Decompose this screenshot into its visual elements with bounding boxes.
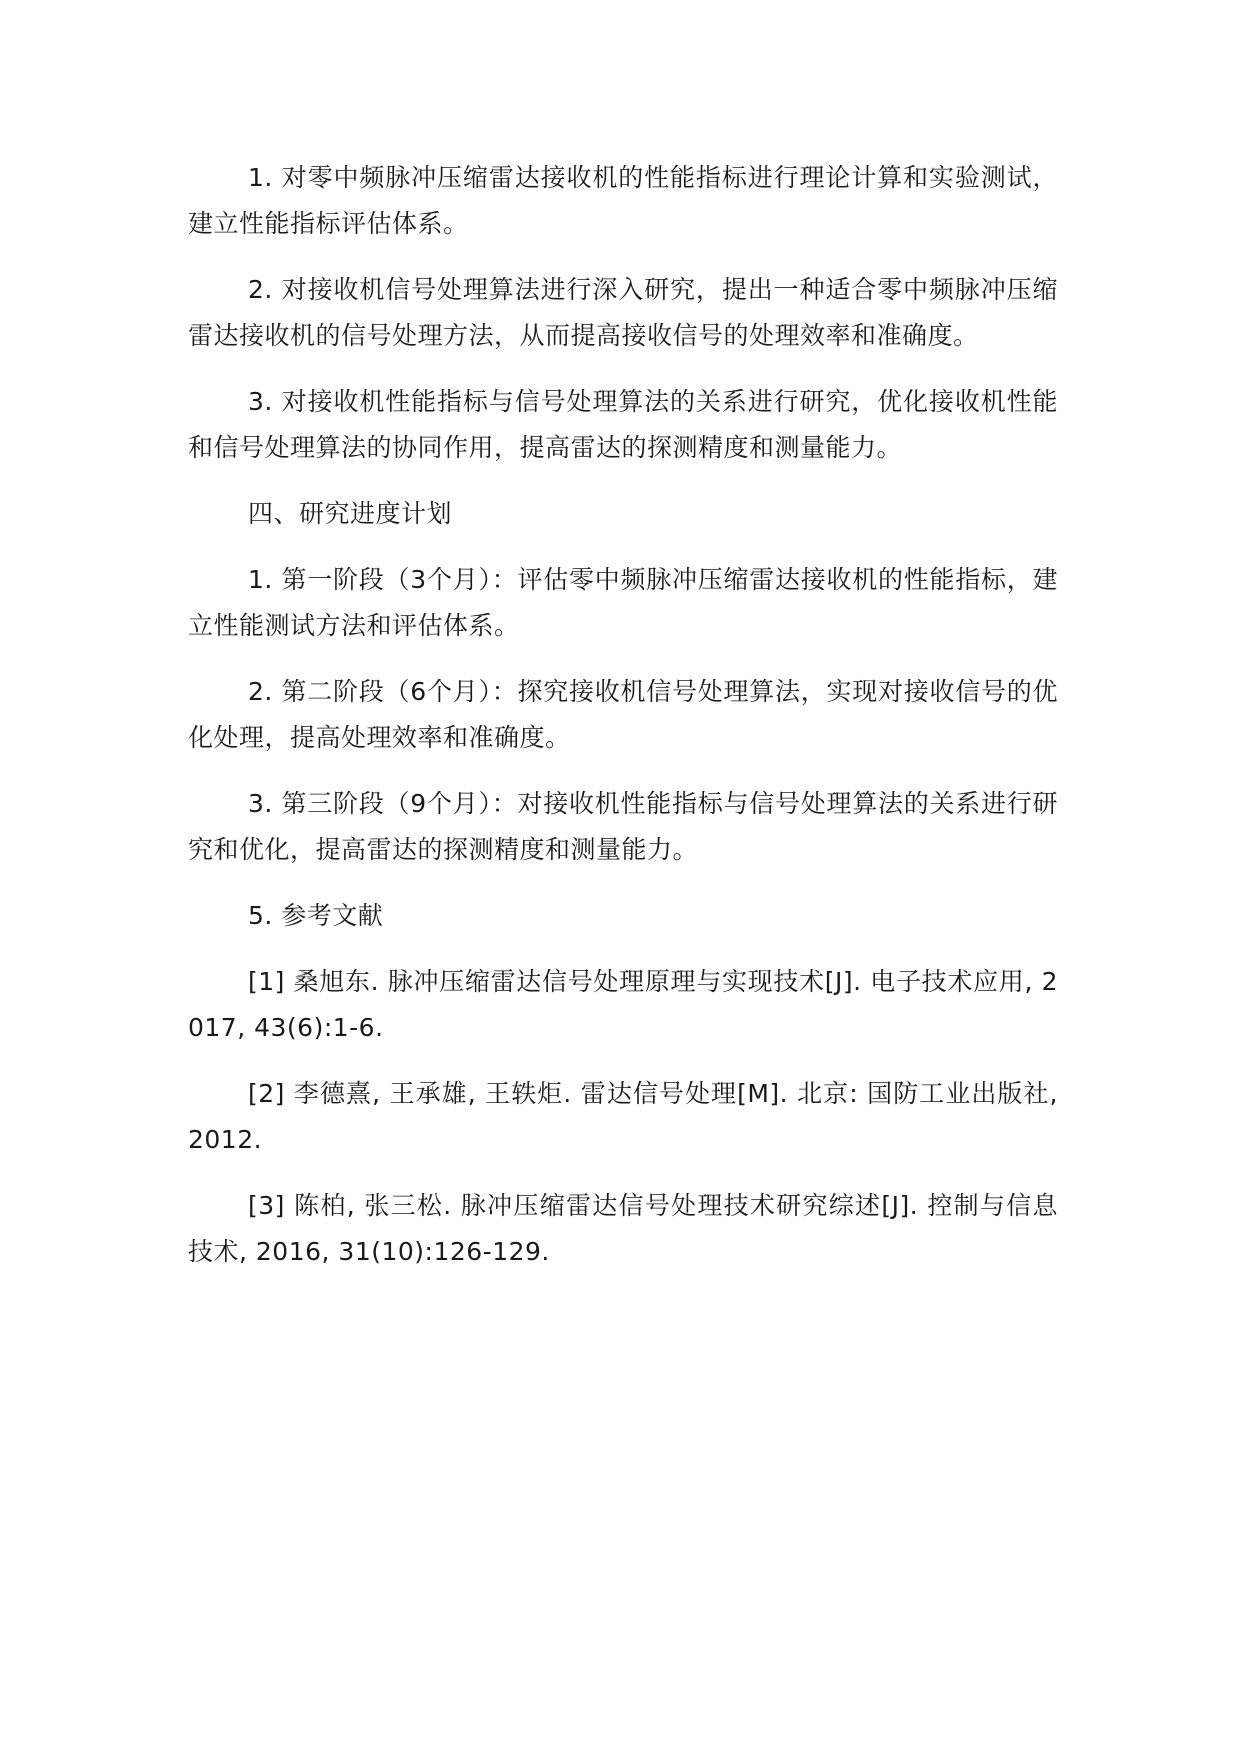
paragraph-phase-1: 1. 第一阶段（3个月）：评估零中频脉冲压缩雷达接收机的性能指标，建立性能测试方法和评估体系。 [188,565,1058,640]
paragraph-phase-3: 3. 第三阶段（9个月）：对接收机性能指标与信号处理算法的关系进行研究和优化，提高雷达的探测精度和测量能力。 [188,789,1058,864]
section-heading-references: 5. 参考文献 [248,901,384,930]
paragraph-objective-2: 2. 对接收机信号处理算法进行深入研究，提出一种适合零中频脉冲压缩雷达接收机的信号处理方法，从而提高接收信号的处理效率和准确度。 [188,275,1058,350]
document-body [188,155,1058,1295]
reference-item-1: [1] 桑旭东. 脉冲压缩雷达信号处理原理与实现技术[J]. 电子技术应用, 2017, 43(6):1-6. [188,967,1058,1042]
paragraph-objective-1: 1. 对零中频脉冲压缩雷达接收机的性能指标进行理论计算和实验测试，建立性能指标评估体系。 [188,163,1058,238]
reference-item-3: [3] 陈柏, 张三松. 脉冲压缩雷达信号处理技术研究综述[J]. 控制与信息技术, 2016, 31(10):126-129. [188,1191,1058,1266]
paragraph-objective-3: 3. 对接收机性能指标与信号处理算法的关系进行研究，优化接收机性能和信号处理算法的协同作用，提高雷达的探测精度和测量能力。 [188,387,1058,462]
paragraph-phase-2: 2. 第二阶段（6个月）：探究接收机信号处理算法，实现对接收信号的优化处理，提高处理效率和准确度。 [188,677,1058,752]
reference-item-2: [2] 李德熹, 王承雄, 王轶炬. 雷达信号处理[M]. 北京: 国防工业出版社, 2012. [188,1079,1058,1154]
section-heading-schedule: 四、研究进度计划 [248,499,453,528]
